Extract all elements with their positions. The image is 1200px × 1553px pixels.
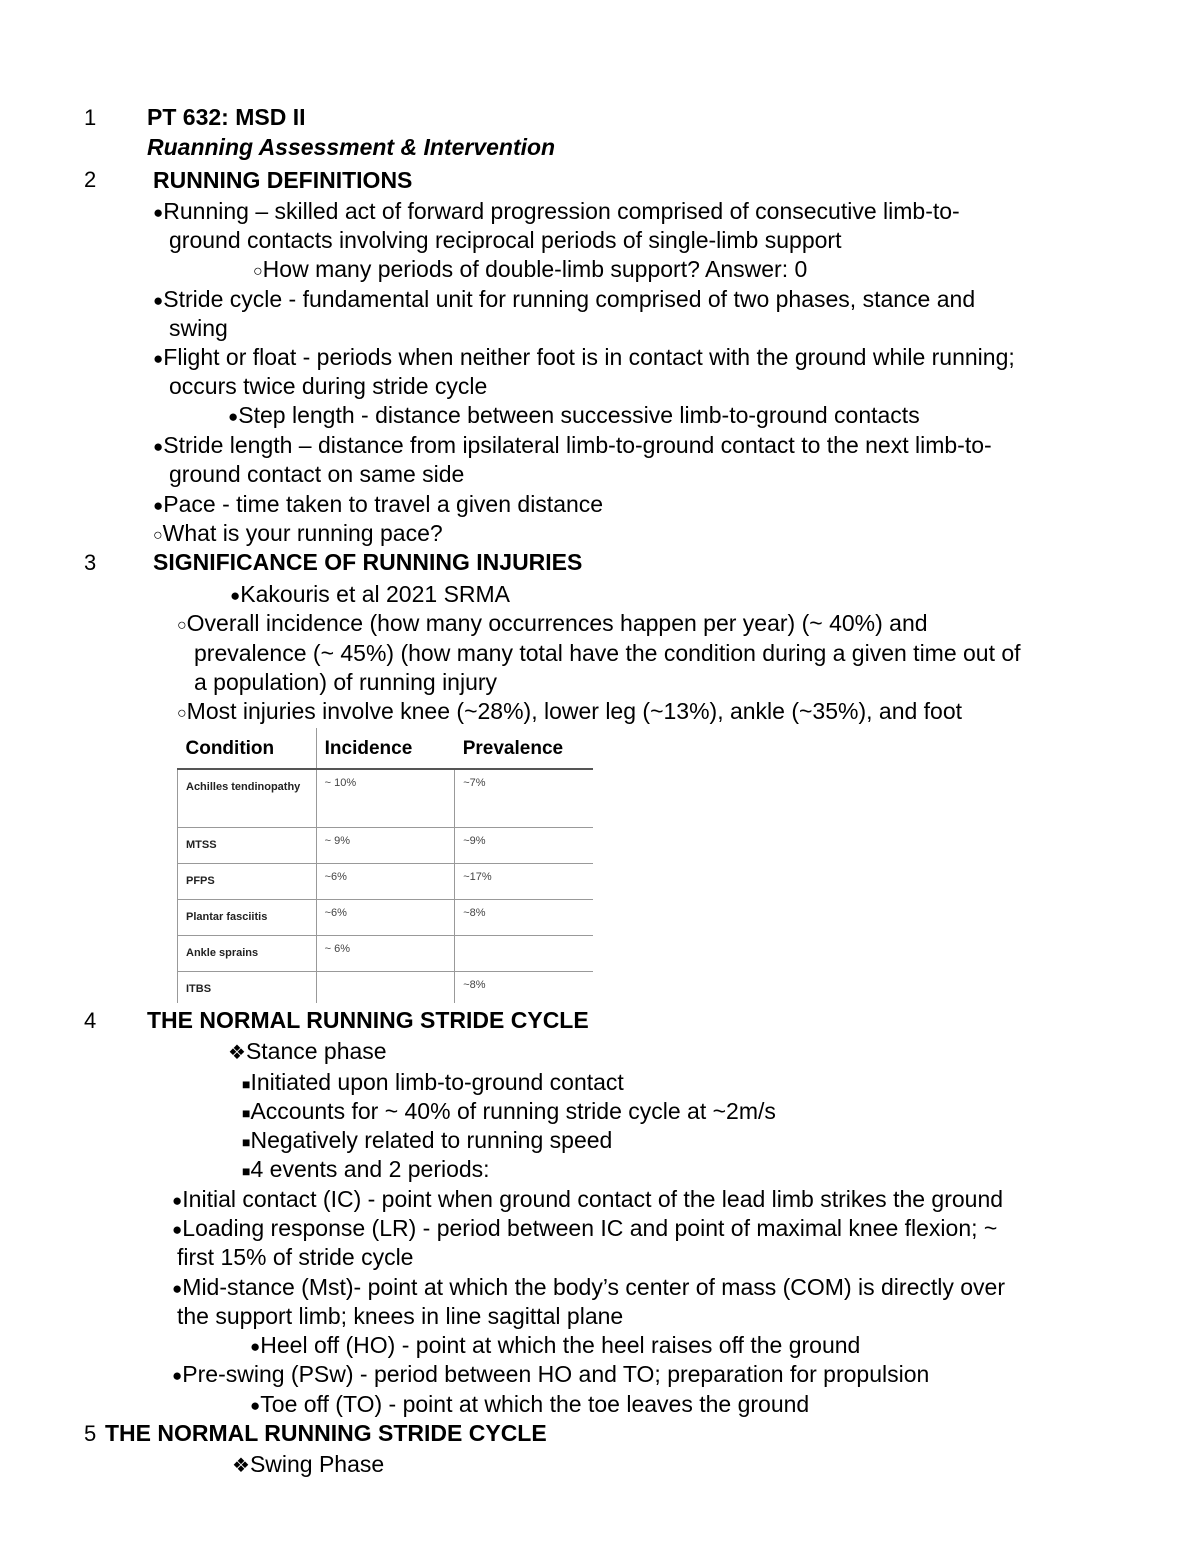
list-item: ○What is your running pace?	[153, 519, 443, 551]
bullet-solid-icon: ●	[172, 1366, 183, 1385]
prevalence-cell: ~8%	[455, 899, 593, 935]
list-item: ○Overall incidence (how many occurrences happen per year) (~ 40%) and	[177, 609, 928, 641]
slide-number: 1	[84, 105, 97, 130]
list-item-continuation: the support limb; knees in line sagittal plane	[177, 1303, 624, 1329]
bullet-solid-icon: ●	[172, 1279, 183, 1298]
condition-cell: MTSS	[178, 827, 317, 863]
bullet-hollow-icon: ○	[153, 527, 163, 544]
bullet-solid-icon: ●	[250, 1337, 261, 1356]
bullet-solid-icon: ●	[153, 349, 164, 368]
list-item: ●Step length - distance between successive limb-to-ground contacts	[228, 401, 920, 432]
document-title: PT 632: MSD II	[147, 104, 306, 130]
list-item: ❖Swing Phase	[232, 1450, 384, 1480]
table-row	[178, 827, 594, 863]
bullet-solid-icon: ●	[153, 496, 164, 515]
list-item: ●Stride cycle - fundamental unit for running comprised of two phases, stance and	[153, 285, 975, 316]
bullet-hollow-icon: ○	[177, 705, 187, 722]
bullet-solid-icon: ●	[153, 203, 164, 222]
bullet-solid-icon: ●	[230, 586, 241, 605]
column-header: Prevalence	[455, 728, 593, 769]
list-item: ●Stride length – distance from ipsilateral limb-to-ground contact to the next limb-to-	[153, 431, 992, 462]
list-item: ●Heel off (HO) - point at which the heel raises off the ground	[250, 1331, 860, 1362]
incidence-cell: ~6%	[316, 899, 455, 935]
table-row	[178, 899, 594, 935]
bullet-solid-icon: ●	[153, 291, 164, 310]
list-item: ●Flight or float - periods when neither foot is in contact with the ground while running;	[153, 343, 1015, 374]
list-item-continuation: swing	[169, 315, 228, 341]
incidence-cell: ~ 6%	[316, 935, 455, 971]
section-heading: THE NORMAL RUNNING STRIDE CYCLE	[147, 1007, 589, 1033]
diamond-bullet-icon: ❖	[232, 1455, 250, 1477]
list-item: ■Initiated upon limb-to-ground contact	[242, 1068, 624, 1099]
list-item-continuation: ground contacts involving reciprocal periods of single-limb support	[169, 227, 842, 253]
list-item: ○How many periods of double-limb support? Answer: 0	[253, 255, 807, 287]
slide-number: 4	[84, 1008, 97, 1033]
prevalence-cell: ~8%	[455, 971, 593, 1003]
list-item: ❖Stance phase	[228, 1037, 387, 1067]
section-heading: SIGNIFICANCE OF RUNNING INJURIES	[153, 549, 583, 575]
prevalence-cell: ~17%	[455, 863, 593, 899]
bullet-solid-icon: ●	[172, 1220, 183, 1239]
list-item: ●Toe off (TO) - point at which the toe leaves the ground	[250, 1390, 809, 1421]
table-row	[178, 769, 594, 827]
condition-cell: ITBS	[178, 971, 317, 1003]
list-item: ■4 events and 2 periods:	[242, 1155, 490, 1186]
prevalence-cell	[455, 935, 593, 971]
incidence-cell: ~ 9%	[316, 827, 455, 863]
list-item-continuation: first 15% of stride cycle	[177, 1244, 414, 1270]
incidence-cell: ~6%	[316, 863, 455, 899]
square-bullet-icon: ■	[242, 1163, 251, 1179]
section-heading: THE NORMAL RUNNING STRIDE CYCLE	[105, 1420, 547, 1446]
column-header: Condition	[178, 728, 317, 769]
list-item-continuation: ground contact on same side	[169, 461, 465, 487]
list-item: ●Kakouris et al 2021 SRMA	[230, 580, 510, 611]
slide-number: 3	[84, 550, 97, 575]
square-bullet-icon: ■	[242, 1134, 251, 1150]
incidence-cell	[316, 971, 455, 1003]
condition-cell: Ankle sprains	[178, 935, 317, 971]
prevalence-cell: ~9%	[455, 827, 593, 863]
list-item: ●Initial contact (IC) - point when ground contact of the lead limb strikes the ground	[172, 1185, 1003, 1216]
diamond-bullet-icon: ❖	[228, 1042, 246, 1064]
list-item: ●Running – skilled act of forward progression comprised of consecutive limb-to-	[153, 197, 960, 228]
list-item: ●Pace - time taken to travel a given distance	[153, 490, 603, 521]
list-item: ●Mid-stance (Mst)- point at which the body’s center of mass (COM) is directly over	[172, 1273, 1005, 1304]
incidence-cell: ~ 10%	[316, 769, 455, 827]
document-subtitle: Ruanning Assessment & Intervention	[147, 134, 556, 160]
bullet-solid-icon: ●	[228, 407, 239, 426]
injury-table	[177, 728, 593, 1003]
list-item-continuation: occurs twice during stride cycle	[169, 373, 488, 399]
section-heading: RUNNING DEFINITIONS	[153, 167, 413, 193]
table-row	[178, 971, 594, 1003]
list-item: ■Accounts for ~ 40% of running stride cycle at ~2m/s	[242, 1097, 776, 1128]
table-row	[178, 863, 594, 899]
slide-number: 2	[84, 167, 97, 192]
square-bullet-icon: ■	[242, 1076, 251, 1092]
list-item: ●Pre-swing (PSw) - period between HO and TO; preparation for propulsion	[172, 1360, 929, 1391]
condition-cell: Achilles tendinopathy	[178, 769, 317, 827]
bullet-solid-icon: ●	[172, 1191, 183, 1210]
list-item: ●Loading response (LR) - period between IC and point of maximal knee flexion; ~	[172, 1214, 997, 1245]
list-item-continuation: a population) of running injury	[194, 669, 498, 695]
slide-number: 5	[84, 1421, 97, 1446]
square-bullet-icon: ■	[242, 1105, 251, 1121]
list-item: ○Most injuries involve knee (~28%), lower leg (~13%), ankle (~35%), and foot	[177, 697, 962, 729]
bullet-hollow-icon: ○	[253, 263, 263, 280]
condition-cell: Plantar fasciitis	[178, 899, 317, 935]
table-row	[178, 935, 594, 971]
bullet-solid-icon: ●	[153, 437, 164, 456]
list-item-continuation: prevalence (~ 45%) (how many total have the condition during a given time out of	[194, 640, 1021, 666]
column-header: Incidence	[316, 728, 455, 769]
list-item: ■Negatively related to running speed	[242, 1126, 612, 1157]
bullet-hollow-icon: ○	[177, 617, 187, 634]
prevalence-cell: ~7%	[455, 769, 593, 827]
bullet-solid-icon: ●	[250, 1396, 261, 1415]
condition-cell: PFPS	[178, 863, 317, 899]
table-header-row	[178, 728, 594, 769]
